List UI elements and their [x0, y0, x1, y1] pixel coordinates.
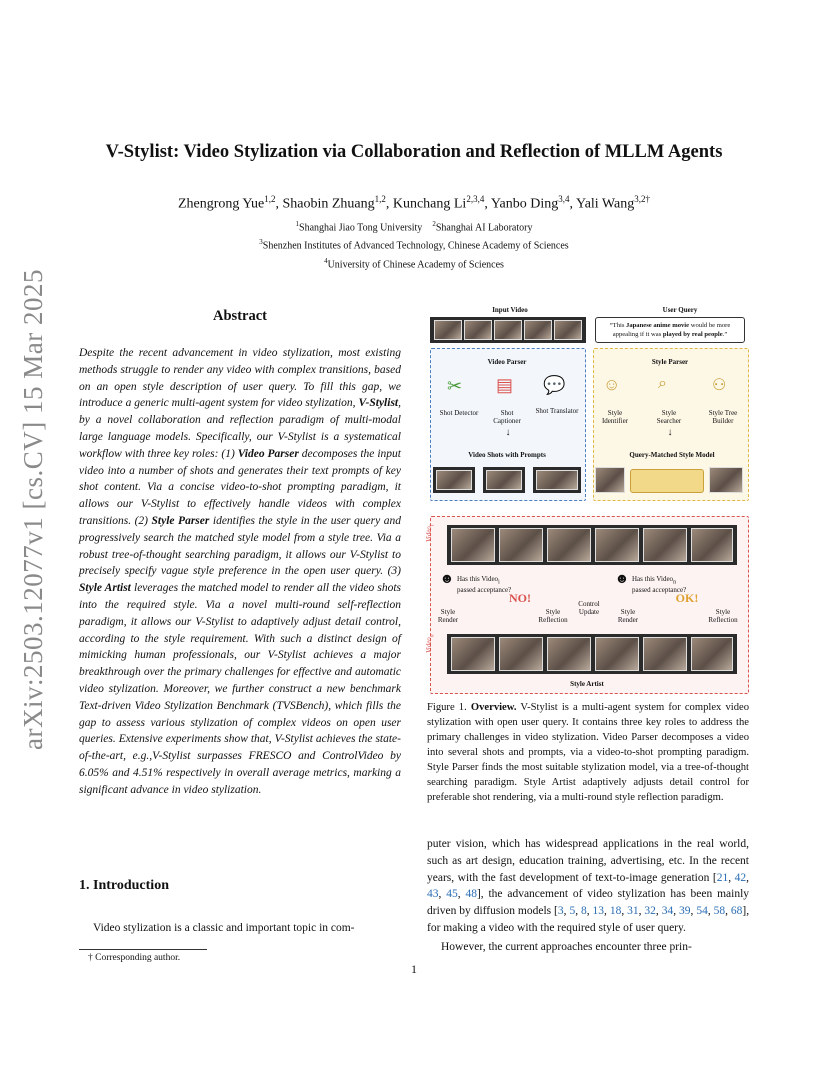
video-i-filmstrip: [447, 525, 737, 565]
affiliation-line: $^3$Shenzhen Institutes of Advanced Technology, Chinese Academy of Sciences: [259, 238, 569, 252]
input-video-label: Input Video: [492, 306, 528, 314]
shot-filmstrip: [533, 467, 581, 493]
author: Yali Wang: [575, 196, 635, 212]
style-reflection-label: Style Reflection: [708, 608, 738, 624]
figure-caption: Figure 1. Overview. V-Stylist is a multi-agent system for complex video stylization with open user query. It contains three key roles to address the primary challenges in video stylization. Video Parser decomposes a video into several shots and prompts, via a video-to-shot prompting paradigm. Style Parser finds the most suitable stylization model, via a tree-of-thought searching paradigm. Style Artist adaptively adjusts detail control for preferable shot rendering, via a multi-round style reflection paradigm.: [427, 702, 749, 803]
style-parser-label: Style Parser: [651, 358, 689, 366]
acceptance-question: Has this Video$_n$ passed acceptance?: [632, 575, 687, 595]
robot-icon: ☺: [603, 375, 621, 394]
author: Shaobin Zhuang: [282, 196, 375, 212]
author: Yanbo Ding: [490, 196, 559, 212]
citation: 45: [446, 888, 458, 901]
style-model-icon: [630, 469, 704, 493]
input-video-filmstrip: [430, 317, 586, 343]
affiliation-line: $^1$Shanghai Jiao Tong University $^2$Shanghai AI Laboratory: [295, 220, 533, 234]
paragraph: However, the current approaches encounter three prin-: [441, 940, 692, 953]
style-identifier-label: Style Identifier: [601, 409, 629, 425]
speech-bubble-icon: 💬: [543, 375, 566, 395]
arrow-down-icon: ↓: [505, 427, 511, 438]
acceptance-question: Has this Video$_i$ passed acceptance?: [457, 575, 512, 595]
magnifier-icon: ⌕: [658, 375, 667, 392]
query-matched-label: Query-Matched Style Model: [629, 451, 715, 459]
citation: 31: [627, 905, 639, 918]
author: Kunchang Li: [392, 196, 467, 212]
tree-icon: ⚇: [712, 377, 727, 394]
citation: 42: [734, 871, 747, 884]
citation: 8: [580, 905, 587, 918]
intro-text: Video stylization is a classic and important topic in com-: [93, 922, 355, 934]
artist-avatar-icon: ☻: [614, 572, 630, 587]
citation: 21: [716, 871, 729, 884]
user-query-label: User Query: [662, 306, 698, 314]
footnote: † Corresponding author.: [88, 953, 181, 963]
video-n-filmstrip: [447, 634, 737, 674]
citation: 18: [609, 905, 622, 918]
artist-avatar-icon: ☻: [439, 572, 455, 587]
video-i-label: Video$_i$: [425, 524, 436, 542]
author-list: Zhengrong Yue$^{1,2}$, Shaobin Zhuang$^{1,2}$, Kunchang Li$^{2,3,4}$, Yanbo Ding$^{3,4}$, Yali Wang$^{3,2\dagger}$: [178, 194, 650, 212]
style-reflection-label: Style Reflection: [538, 608, 568, 624]
figure-1: [427, 303, 751, 695]
shot-detector-label: Shot Detector: [439, 409, 479, 417]
style-tree-builder-label: Style Tree Builder: [708, 409, 738, 425]
no-badge: NO!: [509, 591, 531, 605]
citation: 3: [557, 905, 564, 918]
abstract-heading: Abstract: [213, 308, 267, 324]
ok-badge: OK!: [675, 591, 699, 605]
video-parser-label: Video Parser: [487, 358, 527, 366]
affiliation-line: $^4$University of Chinese Academy of Sciences: [324, 257, 504, 271]
style-render-label: Style Render: [437, 608, 459, 624]
captioner-icon: ▤: [496, 375, 514, 395]
style-searcher-label: Style Searcher: [656, 409, 682, 425]
footnote-rule: [79, 949, 207, 950]
user-query-box: “This Japanese anime movie would be more appealing if it was played by real people.”: [595, 317, 745, 343]
citation: 58: [713, 905, 726, 918]
shot-filmstrip: [483, 467, 525, 493]
video-shots-label: Video Shots with Prompts: [468, 451, 546, 459]
scissors-icon: ✂: [447, 376, 463, 396]
abstract-body: Despite the recent advancement in video stylization, most existing methods struggle to render any video with complex transitions, based on an open style description of user query. To fill this gap, we introduce a generic multi-agent system for video stylization, V-Stylist, by a novel collaboration and reflection paradigm of multi-modal large language models. Specifically, our V-Stylist is a systematical workflow with three key roles: (1) Video Parser decomposes the input video into a number of shots and generates their text prompts of key shot content. Via a concise video-to-shot prompting paradigm, it allows our V-Stylist to effectively handle videos with complex transitions. (2) Style Parser identifies the style in the user query and progressively search the matched style model from a style tree. Via a robust tree-of-thought searching paradigm, it allows our V-Stylist to precisely specify vague style preference in the open user query. (3) Style Artist leverages the matched model to render all the video shots into the required style. Via a novel multi-round self-reflection paradigm, it allows our V-Stylist to adaptively adjust detail control, according to the style requirement. With such a distinct design of mimicking human professionals, our V-Stylist achieves a major breakthrough over the primary challenges for effective and automatic video stylization. Moreover, we further construct a new benchmark Text-driven Video Stylization Benchmark (TVSBench), which fills the gap to assess various stylization of complex videos on open user queries. Extensive experiments show that, V-Stylist achieves the state-of-the-art, e.g.,V-Stylist surpasses FRESCO and ControlVideo by 6.05% and 4.51% respectively in overall average metrics, marking a significant advance in video stylization.: [79, 347, 402, 796]
intro-continued: puter vision, which has widespread applications in the real world, such as art design, education training, advertising, etc. In the recent years, with the fast development of text-to-image generation [21, 42, 43, 45, 48], the advancement of video stylization has been mainly driven by diffusion models [3, 5, 8, 13, 18, 31, 32, 34, 39, 54, 58, 68], for making a video with the required style of user query. However, the current approaches encounter three prin-: [427, 836, 749, 956]
page-number: 1: [411, 962, 417, 976]
style-example-image: [709, 467, 743, 493]
citation: 5: [569, 905, 576, 918]
citation: 34: [661, 905, 674, 918]
citation: 32: [644, 905, 656, 918]
style-artist-label: Style Artist: [570, 680, 604, 688]
author: Zhengrong Yue: [178, 196, 265, 212]
intro-heading: 1. Introduction: [79, 878, 169, 893]
citation: 39: [679, 905, 691, 918]
shot-filmstrip: [433, 467, 475, 493]
citation: 43: [427, 888, 439, 901]
style-render-label: Style Render: [617, 608, 639, 624]
shot-captioner-label: Shot Captioner: [493, 409, 521, 425]
arxiv-stamp: arXiv:2503.12077v1 [cs.CV] 15 Mar 2025: [18, 269, 48, 750]
shot-translator-label: Shot Translator: [535, 407, 579, 415]
citation: 68: [730, 905, 743, 918]
paper-title: V-Stylist: Video Stylization via Collaboration and Reflection of MLLM Agents: [105, 142, 723, 162]
video-n-label: Video$_n$: [425, 634, 436, 653]
citation: 48: [465, 888, 477, 901]
arrow-down-icon: ↓: [667, 427, 673, 438]
control-update-label: Control Update: [578, 600, 600, 616]
citation: 13: [592, 905, 605, 918]
citation: 54: [696, 905, 708, 918]
style-example-image: [595, 467, 625, 493]
